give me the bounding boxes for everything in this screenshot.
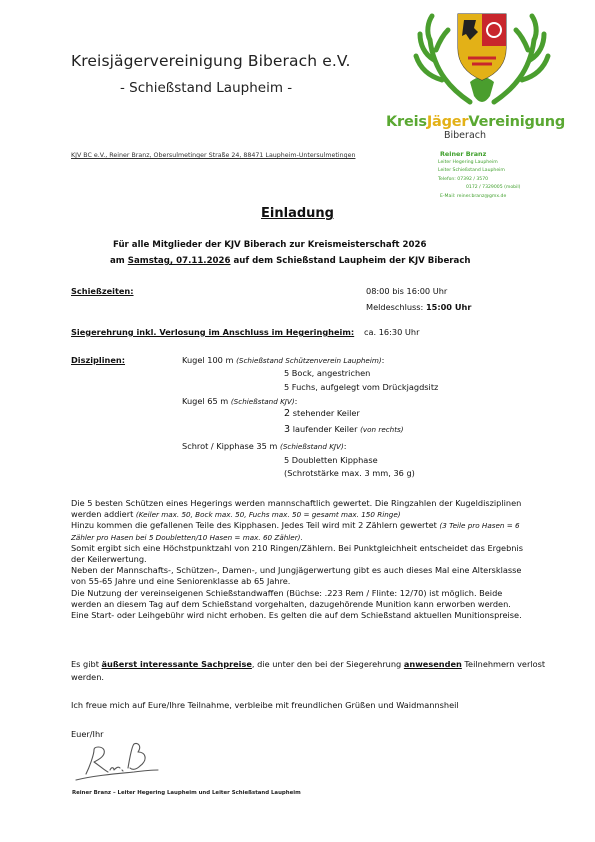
intro-line-1: Für alle Mitglieder der KJV Biberach zur Kreismeisterschaft 2026 — [113, 240, 427, 250]
item-count: 3 — [284, 424, 291, 435]
body-note: (3 Teile pro Hasen = 6 — [439, 521, 520, 531]
prize-text: , die unter den bei der Siegerehrung — [251, 659, 404, 669]
discipline-note: (Schießstand KJV) — [230, 397, 295, 406]
intro-line-2 — [110, 256, 471, 266]
discipline-kugel-100 — [182, 355, 384, 365]
prize-highlight: anwesenden — [403, 659, 462, 669]
sender-mobile: 0172 / 7329005 (mobil) — [466, 185, 521, 191]
signature-caption: Reiner Branz – Leiter Hegering Laupheim und Leiter Schießstand Laupheim — [72, 790, 301, 796]
signature-image — [72, 740, 162, 785]
body-text: Hinzu kommen die gefallenen Teile des Kipphasen. Jedes Teil wird mit 2 Zählern gewertet — [71, 520, 440, 531]
item-text: stehender Keiler — [290, 408, 360, 418]
org-name: Kreisjägervereinigung Biberach e.V. — [71, 52, 351, 70]
sender-block — [438, 150, 520, 201]
discipline-colon: : — [343, 441, 347, 451]
event-date: Samstag, 07.11.2026 — [127, 256, 231, 266]
body-text: werden addiert — [71, 509, 136, 520]
discipline-item-doubletten: 5 Doubletten Kipphase — [284, 455, 378, 465]
body-line: Die Nutzung der vereinseigenen Schießstandwaffen (Büchse: .223 Rem / Flinte: 12/70) ist möglich. Beide — [71, 587, 503, 598]
body-line — [71, 509, 571, 520]
award-time: ca. 16:30 Uhr — [364, 327, 420, 337]
sender-line: Leiter Schießstand Laupheim — [438, 168, 505, 174]
item-text: laufender Keiler — [290, 424, 361, 434]
sender-phone: Telefon: 07392 / 3570 — [438, 176, 489, 182]
prize-text: Es gibt — [71, 659, 102, 669]
deadline-label: Meldeschluss: — [366, 302, 426, 312]
discipline-item-fuchs: 5 Fuchs, aufgelegt vom Drückjagdsitz — [284, 382, 439, 392]
antler-crest-icon — [412, 10, 552, 110]
deadline — [366, 302, 471, 312]
logo-subtitle: Biberach — [444, 130, 487, 141]
discipline-schrot — [182, 441, 347, 451]
body-line: der Keilerwertung. — [71, 554, 147, 565]
discipline-item-bock: 5 Bock, angestrichen — [284, 368, 371, 378]
page-title: Einladung — [261, 206, 334, 221]
org-subtitle: - Schießstand Laupheim - — [120, 80, 293, 96]
logo-wordmark — [386, 114, 565, 130]
award-label: Siegerehrung inkl. Verlosung im Anschluss im Hegeringheim: — [71, 327, 355, 337]
closing-greeting: Ich freue mich auf Eure/Ihre Teilnahme, verbleibe mit freundlichen Grüßen und Waidmannsheil — [71, 700, 459, 710]
intro-am: am — [110, 256, 128, 266]
prize-highlight: äußerst interessante Sachpreise — [101, 659, 252, 669]
body-line: Eine Start- oder Leihgebühr wird nicht erhoben. Es gelten die auf dem Schießstand aktuellen Munitionspreise. — [71, 610, 522, 621]
kjv-logo — [412, 10, 552, 110]
body-line: werden an diesem Tag auf dem Schießstand vorgehalten, dazugehörende Munition kann erworben werden. — [71, 598, 511, 609]
discipline-title: Kugel 65 m — [182, 396, 231, 406]
signature — [72, 740, 162, 785]
body-line: von 55-65 Jahre und eine Seniorenklasse ab 65 Jahre. — [71, 576, 291, 587]
body-line — [71, 520, 571, 531]
prize-line — [71, 659, 545, 669]
prize-text: Teilnehmern verlost — [461, 659, 546, 669]
discipline-item-stehender-keiler — [284, 408, 360, 419]
item-count: 2 — [284, 408, 291, 419]
discipline-item-laufender-keiler — [284, 424, 404, 435]
body-line: Die 5 besten Schützen eines Hegerings werden mannschaftlich gewertet. Die Ringzahlen der Kugeldisziplinen — [71, 498, 522, 508]
rules-paragraph — [71, 498, 571, 621]
logo-text-vereinigung: Vereinigung — [468, 114, 566, 130]
discipline-kugel-65 — [182, 396, 297, 406]
body-note: (Keiler max. 50, Bock max. 50, Fuchs max. 50 = gesamt max. 150 Ringe) — [135, 510, 401, 520]
disciplines-label: Disziplinen: — [71, 355, 126, 365]
sender-email: E-Mail: reiner.branz@gmx.de — [440, 193, 507, 199]
discipline-note: (Schießstand Schützenverein Laupheim) — [236, 356, 382, 365]
deadline-value: 15:00 Uhr — [425, 302, 472, 312]
discipline-title: Schrot / Kipphase 35 m — [182, 441, 281, 451]
sender-name: Reiner Branz — [440, 150, 487, 158]
discipline-title: Kugel 100 m — [182, 355, 237, 365]
prize-line-2: werden. — [71, 672, 104, 682]
discipline-item-schrotstaerke: (Schrotstärke max. 3 mm, 36 g) — [284, 468, 415, 478]
item-note: (von rechts) — [360, 425, 404, 434]
body-line: Neben der Mannschafts-, Schützen-, Damen-, und Jungjägerwertung gibt es auch dieses Mal eine Altersklasse — [71, 565, 522, 576]
logo-text-kreis: Kreis — [386, 114, 427, 130]
body-line: Somit ergibt sich eine Höchstpunktzahl von 210 Ringen/Zählern. Bei Punktgleichheit entscheidet das Ergebnis — [71, 542, 524, 553]
schedule-label: Schießzeiten: — [71, 286, 134, 296]
sender-line: Leiter Hegering Laupheim — [438, 160, 498, 165]
return-address: KJV BC e.V., Reiner Branz, Obersulmetinger Straße 24, 88471 Laupheim-Untersulmetingen — [71, 152, 356, 159]
discipline-colon: : — [381, 355, 385, 365]
schedule-time: 08:00 bis 16:00 Uhr — [366, 286, 448, 296]
discipline-colon: : — [294, 396, 298, 406]
intro-location: auf dem Schießstand Laupheim der KJV Biberach — [230, 256, 471, 266]
logo-text-jaeger: Jäger — [426, 114, 469, 130]
closing-salutation: Euer/Ihr — [71, 729, 104, 739]
discipline-note: (Schießstand KJV) — [280, 442, 344, 451]
body-line: Zähler pro Hasen bei 5 Doubletten/10 Hasen = max. 60 Zähler). — [71, 532, 303, 542]
